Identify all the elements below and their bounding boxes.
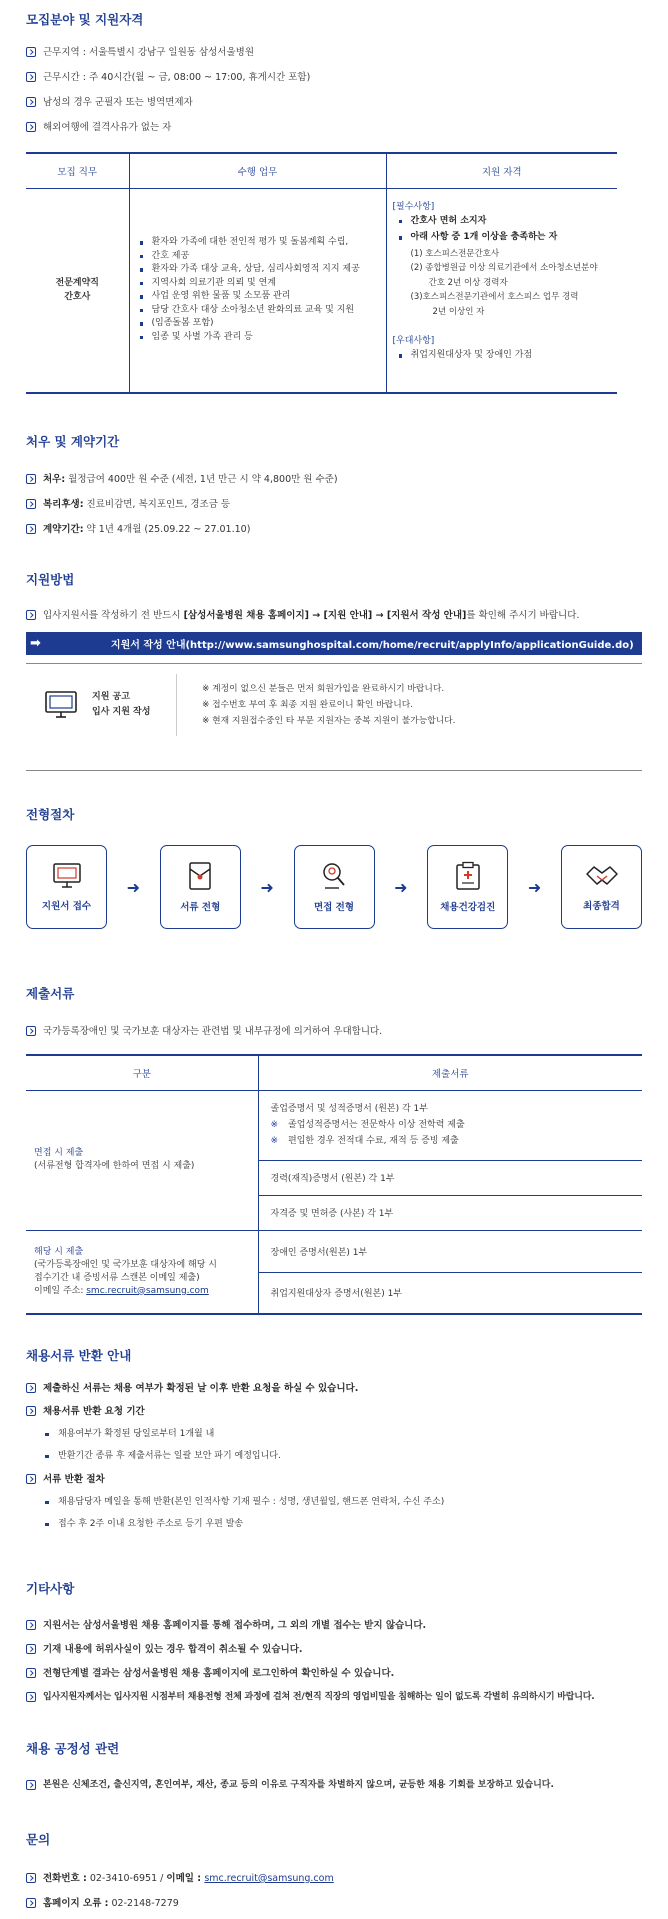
list-item: 계약기간: 약 1년 4개월 (25.09.22 ~ 27.01.10) xyxy=(26,523,642,536)
section-title: 지원방법 xyxy=(26,572,75,587)
section-title: 처우 및 계약기간 xyxy=(26,434,120,449)
section-fairness xyxy=(26,1739,642,1792)
check-icon xyxy=(26,1898,36,1908)
list-item: 제출하신 서류는 채용 여부가 확정된 날 이후 반환 요청을 하실 수 있습니다. xyxy=(26,1382,642,1395)
table-cell: 자격증 및 면허증 (사본) 각 1부 xyxy=(258,1195,642,1230)
check-icon xyxy=(26,97,36,107)
check-icon xyxy=(26,1383,36,1393)
application-info-box: 지원 공고 입사 지원 작성 ※ 계정이 없으신 분들은 먼저 회원가입을 완료하시기 바랍니다. ※ 접수번호 부여 후 최종 지원 완료이니 확인 바랍니다. ※ 현재 지원접수중인 타 부문 지원자는 중복 지원이 불가능합니다. xyxy=(26,664,642,746)
job-cell: 전문계약직 간호사 xyxy=(55,278,99,303)
step-document: 서류 전형 xyxy=(160,845,241,929)
medical-document-icon xyxy=(454,861,482,891)
section-documents xyxy=(26,984,642,1315)
envelope-icon xyxy=(187,861,213,891)
list-item-cont: (임종돌봄 포함) xyxy=(134,317,386,331)
list-item: 접수 후 2주 이내 요청한 주소로 등기 우편 발송 xyxy=(43,1518,642,1531)
notes: ※ 계정이 없으신 분들은 먼저 회원가입을 완료하시기 바랍니다. ※ 접수번호 부여 후 최종 지원 완료이니 확인 바랍니다. ※ 현재 지원접수중인 타 부문 지원자는 중복 지원이 불가능합니다. xyxy=(176,674,455,736)
requirements-cell: [필수사항] 간호사 면허 소지자 아래 사항 중 1개 이상을 충족하는 자 (1) 호스피스전문간호사 (2) 종합병원급 이상 의료기관에서 소아청소년분야 간호 2년 이상 경력자 (3)호스피스전문기관에서 호스피스 업무 경력 2년 이상인 자 [우대사항] 취업지원대상자 및 장애인 가점 xyxy=(386,188,617,393)
check-icon xyxy=(26,474,36,484)
check-icon xyxy=(26,122,36,132)
list-item: 본원은 신체조건, 출신지역, 혼인여부, 재산, 종교 등의 이유로 구직자를 차별하지 않으며, 균등한 채용 기회를 보장하고 있습니다. xyxy=(26,1779,642,1792)
check-icon xyxy=(26,1780,36,1790)
list-item: 지원서는 삼성서울병원 채용 홈페이지를 통해 접수하며, 그 외의 개별 접수는 받지 않습니다. xyxy=(26,1619,642,1632)
table-header: 제출서류 xyxy=(258,1055,642,1090)
table-header: 수행 업무 xyxy=(129,153,386,188)
table-header: 지원 자격 xyxy=(386,153,617,188)
list-item: 기재 내용에 허위사실이 있는 경우 합격이 취소될 수 있습니다. xyxy=(26,1643,642,1656)
recruitment-table xyxy=(26,152,617,394)
list-item: 채용담당자 메일을 통해 반환(본인 인적사항 기재 필수 : 성명, 생년월일, 핸드폰 연락처, 수신 주소) xyxy=(43,1496,642,1509)
section-misc xyxy=(26,1579,642,1704)
process-steps xyxy=(26,845,642,929)
group-optional: 해당 시 제출 (국가등록장애인 및 국가보훈 대상자에 해당 시 접수기간 내 증빙서류 스캔본 이메일 제출) 이메일 주소: smc.recruit@samsung.com xyxy=(34,1246,218,1296)
list-item: 채용서류 반환 요청 기간 xyxy=(26,1405,642,1418)
section-title: 전형절차 xyxy=(26,807,75,822)
list-item: 지역사회 의료기관 의뢰 및 연계 xyxy=(134,277,386,291)
documents-table xyxy=(26,1054,642,1315)
list-item: 해외여행에 결격사유가 없는 자 xyxy=(26,121,642,134)
step-application: 지원서 접수 xyxy=(26,845,107,929)
check-icon xyxy=(26,1620,36,1630)
list-item: 환자와 가족 대상 교육, 상담, 심리사회영적 지지 제공 xyxy=(134,263,386,277)
check-icon xyxy=(26,610,36,620)
section-application xyxy=(26,570,642,771)
list-item: 근무지역 : 서울특별시 강남구 일원동 삼성서울병원 xyxy=(26,46,642,59)
list-item: 복리후생: 진료비감면, 복지포인트, 경조금 등 xyxy=(26,498,642,511)
step-final: 최종합격 xyxy=(561,845,642,929)
list-item: 임종 및 사별 가족 관리 등 xyxy=(134,331,386,345)
duties-cell xyxy=(129,188,386,393)
monitor-icon xyxy=(52,862,82,890)
section-contact xyxy=(26,1830,642,1910)
check-icon xyxy=(26,1644,36,1654)
list-item: 채용여부가 확정된 당일로부터 1개월 내 xyxy=(43,1428,642,1441)
check-icon xyxy=(26,1668,36,1678)
table-cell: 졸업증명서 및 성적증명서 (원본) 각 1부 ※ 졸업성적증명서는 전문학사 이상 전학력 제출 ※ 편입한 경우 전적대 수료, 재적 등 증빙 제출 xyxy=(258,1090,642,1160)
handshake-icon xyxy=(585,862,619,890)
table-header: 구분 xyxy=(26,1055,258,1090)
section-title: 제출서류 xyxy=(26,986,75,1001)
check-icon xyxy=(26,499,36,509)
list-item: 서류 반환 절차 xyxy=(26,1473,642,1486)
list-item: 남성의 경우 군필자 또는 병역면제자 xyxy=(26,96,642,109)
table-cell: 취업지원대상자 증명서(원본) 1부 xyxy=(258,1272,642,1314)
table-cell: 장애인 증명서(원본) 1부 xyxy=(258,1230,642,1272)
table-header: 모집 직무 xyxy=(26,153,129,188)
list-item-cont: 간호 제공 xyxy=(134,250,386,264)
section-title: 기타사항 xyxy=(26,1581,75,1596)
step-medical: 채용건강검진 xyxy=(427,845,508,929)
list-item: 전화번호 : 02-3410-6951 / 이메일 : smc.recruit@samsung.com xyxy=(26,1872,642,1885)
check-icon xyxy=(26,1026,36,1036)
list-item: 입사지원서를 작성하기 전 반드시 [삼성서울병원 채용 홈페이지] → [지원 안내] → [지원서 작성 안내]를 확인해 주시기 바랍니다. xyxy=(26,609,642,622)
email-link[interactable]: smc.recruit@samsung.com xyxy=(86,1285,209,1296)
check-icon xyxy=(26,524,36,534)
list-item: 반환기간 종류 후 제출서류는 일괄 보안 파기 예정입니다. xyxy=(43,1450,642,1463)
table-cell: 경력(재직)증명서 (원본) 각 1부 xyxy=(258,1160,642,1195)
list-item: 환자와 가족에 대한 전인적 평가 및 돌봄계획 수립, xyxy=(134,236,386,250)
section-compensation xyxy=(26,432,642,536)
check-icon xyxy=(26,1873,36,1883)
check-icon xyxy=(26,72,36,82)
interview-icon xyxy=(319,861,349,891)
section-title: 채용서류 반환 안내 xyxy=(26,1348,132,1363)
section-recruitment xyxy=(26,10,642,134)
email-link[interactable]: smc.recruit@samsung.com xyxy=(204,1873,334,1884)
arrow-right-icon: ➜ xyxy=(260,877,274,897)
section-title: 채용 공정성 관련 xyxy=(26,1741,120,1756)
check-icon xyxy=(26,1474,36,1484)
list-item: 처우: 월정급여 400만 원 수준 (세전, 1년 만근 시 약 4,800만 원 수준) xyxy=(26,473,642,486)
arrow-right-icon: ➜ xyxy=(394,877,408,897)
condition-list xyxy=(26,46,642,134)
group-interview: 면접 시 제출 (서류전형 합격자에 한하여 면접 시 제출) xyxy=(34,1148,195,1171)
list-item: 입사지원자께서는 입사지원 시점부터 채용전형 전체 과정에 걸쳐 전/현직 직장의 영업비밀을 침해하는 일이 없도록 각별히 유의하시기 바랍니다. xyxy=(26,1691,642,1704)
section-return xyxy=(26,1346,642,1531)
req-options: (1) 호스피스전문간호사 (2) 종합병원급 이상 의료기관에서 소아청소년분야 간호 2년 이상 경력자 (3)호스피스전문기관에서 호스피스 업무 경력 2년 이상인 자 xyxy=(410,248,598,317)
arrow-right-icon: ➜ xyxy=(126,877,141,897)
section-title: 모집분야 및 지원자격 xyxy=(26,12,144,27)
list-item: 전형단계별 결과는 삼성서울병원 채용 홈페이지에 로그인하여 확인하실 수 있습니다. xyxy=(26,1667,642,1680)
section-title: 문의 xyxy=(26,1832,51,1847)
arrow-right-icon: ➜ xyxy=(527,877,542,897)
list-item: 홈페이지 오류 : 02-2148-7279 xyxy=(26,1897,642,1910)
arrow-right-icon: ➡ xyxy=(30,636,41,651)
monitor-icon xyxy=(44,690,78,720)
check-icon xyxy=(26,47,36,57)
check-icon xyxy=(26,1406,36,1416)
step-interview: 면접 전형 xyxy=(294,845,375,929)
list-item: 사업 운영 위한 물품 및 소모품 관리 xyxy=(134,290,386,304)
application-guide-link[interactable]: ➡ 지원서 작성 안내(http://www.samsunghospital.com/home/recruit/applyInfo/applicationGuide.do) xyxy=(26,632,642,655)
list-item: 국가등록장애인 및 국가보훈 대상자는 관련법 및 내부규정에 의거하여 우대합니다. xyxy=(26,1025,642,1038)
check-icon xyxy=(26,1692,36,1702)
section-process xyxy=(26,805,642,929)
list-item: 근무시간 : 주 40시간(월 ~ 금, 08:00 ~ 17:00, 휴게시간 포함) xyxy=(26,71,642,84)
list-item: 담당 간호사 대상 소아청소년 완화의료 교육 및 지원 xyxy=(134,304,386,318)
